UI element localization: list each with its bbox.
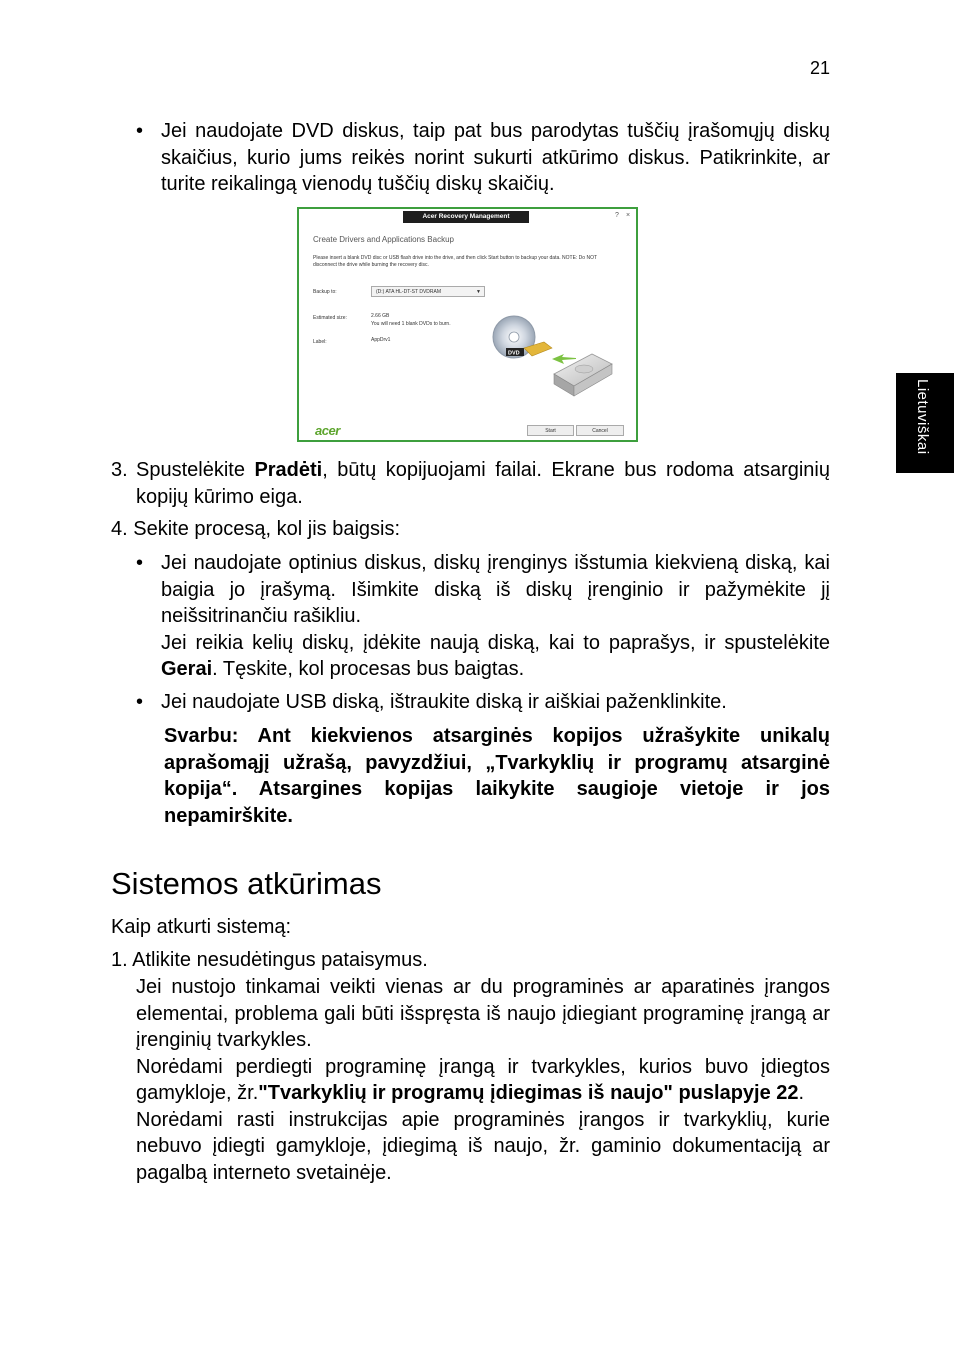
- chevron-down-icon: ▼: [476, 289, 481, 295]
- step1-paragraph-1: Jei nustojo tinkamai veikti vienas ar du programinės ar aparatinės įrangos elementai, problema gali būti išspręsta iš naujo įdiegiant programinę įrangą ar įrenginių tvarkykles.: [136, 976, 830, 1051]
- step1-paragraph-3: Norėdami rasti instrukcijas apie programinės įrangos ir tvarkyklių, kurie nebuvo įdiegti gamykloje, įdiegimą iš naujo, žr. gaminio dokumentaciją ar pagalbą interneto svetainėje.: [136, 1108, 830, 1184]
- label-value: AppDrv1: [371, 337, 391, 343]
- bullet-marker: •: [136, 120, 144, 142]
- backup-to-value: (D:) ATA HL-DT-ST DVDRAM: [376, 289, 442, 295]
- step1-title: 1. Atlikite nesudėtingus pataisymus.: [111, 949, 428, 971]
- estimated-size-label: Estimated size:: [313, 315, 347, 321]
- dvd-to-drive-illustration: [492, 312, 617, 402]
- acer-logo: acer: [315, 423, 340, 438]
- bullet-usb: Jei naudojate USB diską, ištraukite diską ir aiškiai paženklinkite.: [161, 691, 727, 713]
- dialog-note: Please insert a blank DVD disc or USB flash drive into the drive, and then click Start button to backup your data. NOTE: Do NOT disconnect the drive while burning the recovery disc.: [313, 255, 597, 268]
- bullet-marker: •: [136, 552, 144, 574]
- section-heading: Sistemos atkūrimas: [111, 866, 382, 901]
- help-icon[interactable]: ?: [615, 212, 619, 219]
- bullet-optical-a: Jei naudojate optinius diskus, diskų įrenginys išstumia kiekvieną diską, kai baigia jo įrašymą. Išimkite diską iš diskų įrenginio ir pažymėkite jį neišsitrinančiu rašikliu.: [161, 552, 830, 627]
- dialog-title: Acer Recovery Management: [403, 211, 529, 223]
- step3-text: [136, 457, 830, 510]
- language-side-tab: [896, 373, 954, 473]
- bullet-optical-b-text: Jei reikia kelių diskų, įdėkite naują diską, kai to paprašys, ir spustelėkite: [161, 631, 830, 654]
- step4-text: 4. Sekite procesą, kol jis baigsis:: [111, 518, 401, 540]
- start-button[interactable]: Start: [527, 425, 574, 436]
- side-tab-label: Lietuviškai: [914, 379, 931, 455]
- step1-body: [136, 974, 830, 1186]
- dvd-badge: DVD: [508, 350, 520, 357]
- bullet-optical-b-bold: Gerai: [161, 658, 213, 680]
- estimated-size-note: You will need 1 blank DVDs to burn.: [371, 321, 451, 327]
- step1-p2-link[interactable]: "Tvarkyklių ir programų įdiegimas iš naujo" puslapyje 22: [258, 1082, 799, 1104]
- important-note: Svarbu: Ant kiekvienos atsarginės kopijos užrašykite unikalų aprašomąjį užrašą, pavyzdžiui, „Tvarkyklių ir programų atsarginė kopija“. Atsargines kopijas laikykite saugioje vietoje ir jos nepamirškite.: [164, 725, 830, 827]
- bullet-optical-b-end: . Tęskite, kol procesas bus baigtas.: [212, 658, 525, 680]
- bullet-dvd-count: Jei naudojate DVD diskus, taip pat bus parodytas tuščių įrašomųjų diskų skaičius, kurio jums reikės norint sukurti atkūrimo diskus. Patikrinkite, ar turite reikalingą vienodų tuščių diskų skaičių.: [161, 120, 830, 195]
- backup-to-select[interactable]: [371, 286, 485, 297]
- backup-to-label: Backup to:: [313, 289, 337, 295]
- hard-drive-icon: [554, 354, 612, 396]
- label-label: Label:: [313, 339, 327, 345]
- recovery-dialog-screenshot: [297, 207, 638, 442]
- step1-p2-text: Norėdami perdiegti programinę įrangą ir tvarkykles, kurios buvo įdiegtos gamykloje, žr.: [136, 1055, 830, 1104]
- cancel-button[interactable]: Cancel: [576, 425, 624, 436]
- bullet-marker: •: [136, 691, 144, 713]
- intro-text: Kaip atkurti sistemą:: [111, 916, 292, 938]
- step3-number: 3.: [111, 459, 128, 481]
- bullet-optical-discs: [161, 550, 830, 683]
- dialog-titlebar: [299, 209, 636, 225]
- estimated-size-value: 2.66 GB: [371, 313, 390, 319]
- step1-p2-end: .: [798, 1082, 805, 1104]
- dialog-subtitle: Create Drivers and Applications Backup: [313, 235, 454, 244]
- step3-text-a: Spustelėkite: [136, 459, 255, 481]
- bullet-optical-b: [161, 630, 830, 683]
- close-icon[interactable]: ×: [626, 212, 631, 219]
- page-number: 21: [809, 58, 830, 78]
- step3-bold: Pradėti: [254, 459, 323, 481]
- step1-paragraph-2: [136, 1054, 830, 1107]
- arrow-icon: [552, 354, 576, 364]
- step3-text-b: , būtų kopijuojami failai. Ekrane bus rodoma atsarginių kopijų kūrimo eiga.: [136, 459, 830, 508]
